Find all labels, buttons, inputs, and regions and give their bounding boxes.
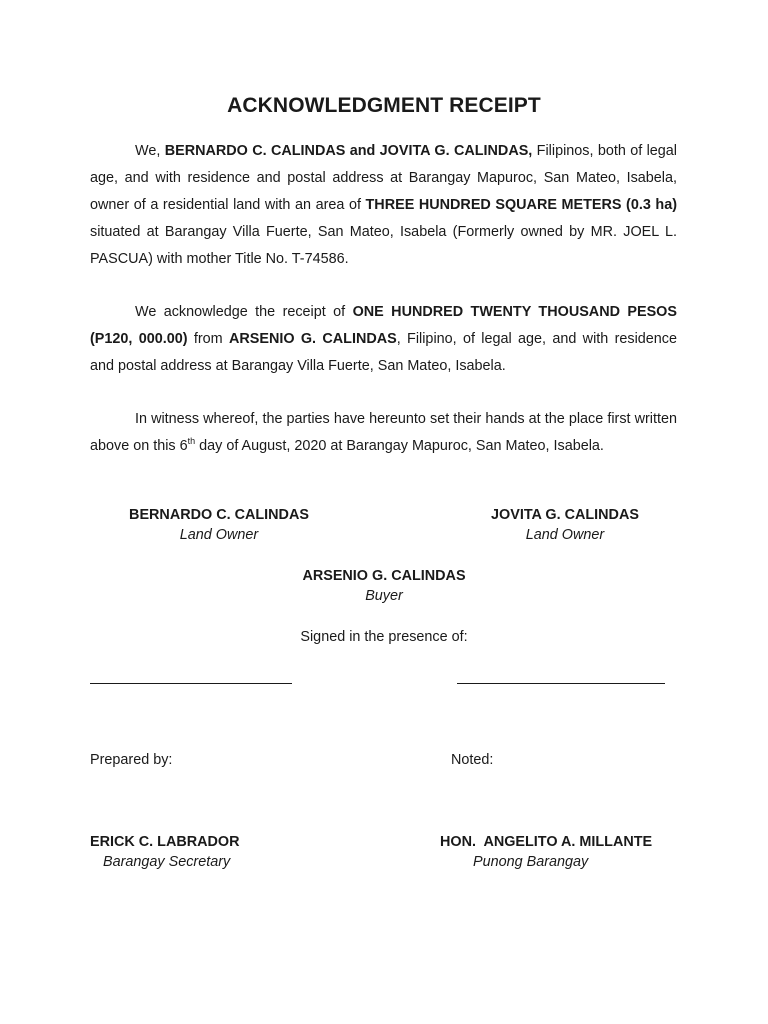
para3-text-1: In witness whereof, the parties have hereunto set their hands at the place first written above on this 6 [90,411,677,454]
paragraph-receipt [90,299,677,380]
para2-text-2: from [187,331,229,347]
owner-1-role: Land Owner [179,527,259,543]
noted-label: Noted: [451,752,494,768]
noter-block [440,832,680,872]
witness-label: Signed in the presence of: [300,629,468,645]
owner-1-name: BERNARDO C. CALINDAS [129,507,309,523]
owner-2-role: Land Owner [525,527,605,543]
para1-owners: BERNARDO C. CALINDAS and JOVITA G. CALINDAS, [164,143,533,159]
para2-buyer: ARSENIO G. CALINDAS [228,331,397,347]
preparer-role: Barangay Secretary [103,854,231,870]
signatory-buyer [284,566,484,606]
preparer-name: ERICK C. LABRADOR [90,834,240,850]
prepared-by-label: Prepared by: [90,752,173,768]
signatory-owner-2 [470,505,660,545]
witness-signature-line-left [90,683,292,684]
para2-text-3: , Filipino, of legal age, and with residence and postal address at Barangay Villa Fuerte, San Mateo, Isabela. [90,331,677,374]
para1-text-3: situated at Barangay Villa Fuerte, San Mateo, Isabela (Formerly owned by MR. JOEL L. PASCUA) with mother Title No. T-74586. [90,224,677,267]
para3-text-2: day of August, 2020 at Barangay Mapuroc, San Mateo, Isabela. [195,438,604,454]
noter-role: Punong Barangay [473,854,589,870]
paragraph-witness [90,406,677,460]
para2-amount: ONE HUNDRED TWENTY THOUSAND PESOS (P120, 000.00) [90,304,677,347]
buyer-role: Buyer [365,588,403,604]
witness-signature-line-right [457,683,665,684]
preparer-block [90,832,260,872]
para1-text-1: We, [135,143,165,159]
para1-text-2: Filipinos, both of legal age, and with residence and postal address at Barangay Mapuroc, San Mateo, Isabela, owner of a residential land with an area of [90,143,677,213]
paragraph-parties [90,138,677,273]
document-title: ACKNOWLEDGMENT RECEIPT [227,94,541,117]
para1-land-area: THREE HUNDRED SQUARE METERS (0.3 ha) [365,197,677,213]
buyer-name: ARSENIO G. CALINDAS [302,568,466,584]
para2-text-1: We acknowledge the receipt of [135,304,353,320]
owner-2-name: JOVITA G. CALINDAS [491,507,639,523]
para3-ordinal: th [187,436,196,447]
noter-name: HON. ANGELITO A. MILLANTE [440,834,653,850]
signatory-owner-1 [118,505,320,545]
